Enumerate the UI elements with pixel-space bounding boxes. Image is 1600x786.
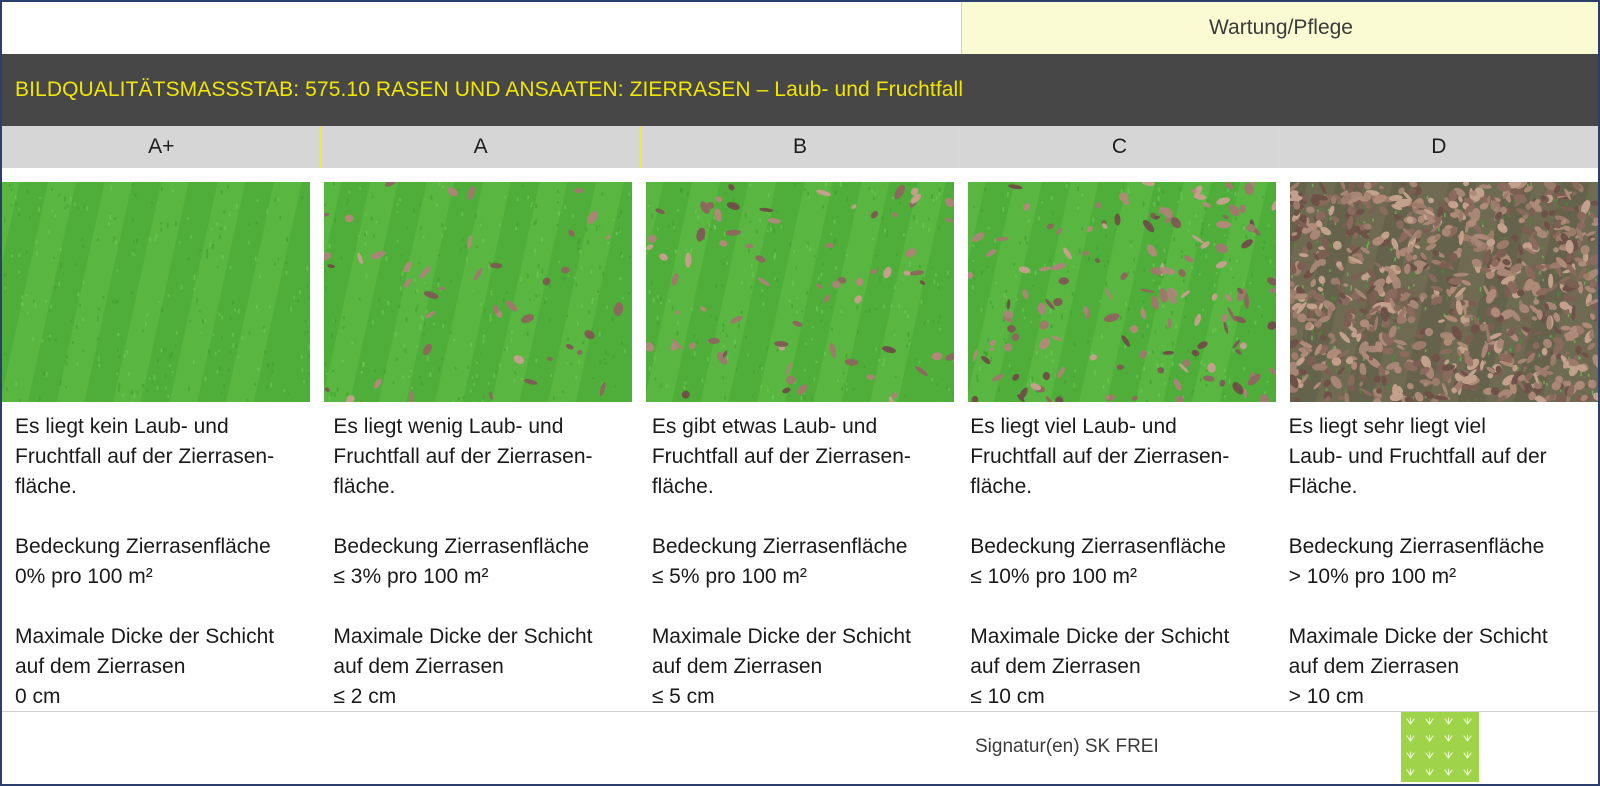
grade-description-d (1280, 402, 1598, 711)
text-line: Bedeckung Zierrasenfläche (970, 535, 1226, 558)
lawn-photo-a-plus (2, 182, 310, 402)
coverage-spec (652, 532, 951, 592)
leaf-mark (1457, 248, 1463, 253)
leaf-mark (1561, 326, 1571, 331)
grade-label-c: C (959, 126, 1278, 168)
text-line: 0% pro 100 m² (15, 565, 153, 588)
grade-header-row (2, 126, 1598, 168)
text-line: Maximale Dicke der Schicht (333, 625, 593, 648)
lawn-photo-image (324, 182, 632, 402)
lawn-photo-a (324, 182, 632, 402)
lawn-photo-c (968, 182, 1276, 402)
lawn-photo-b (646, 182, 954, 402)
text-line: ≤ 5 cm (651, 685, 715, 708)
grade-label-a-plus: A+ (148, 135, 175, 158)
text-line: auf dem Zierrasen (970, 655, 1141, 678)
text-line: Bedeckung Zierrasenfläche (651, 535, 908, 558)
text-line: auf dem Zierrasen (15, 655, 186, 678)
page-title: BILDQUALITÄTSMASSSTAB: 575.10 RASEN UND ANSAATEN: ZIERRASEN – Laub- und Fruchtfall (2, 54, 1598, 126)
grade-description-a (324, 402, 642, 711)
fall-description (333, 412, 632, 502)
text-line: Bedeckung Zierrasenfläche (15, 535, 271, 558)
leaf-mark (1168, 318, 1172, 329)
text-line: fläche. (15, 475, 77, 498)
text-line: Es liegt wenig Laub- und (333, 415, 564, 438)
text-line: Maximale Dicke der Schicht (1288, 625, 1548, 648)
text-line: Es liegt kein Laub- und (15, 415, 229, 438)
thickness-spec (333, 622, 632, 712)
signature-label: Signatur(en) SK FREI (975, 736, 1159, 757)
coverage-spec (970, 532, 1269, 592)
text-line: Bedeckung Zierrasenfläche (1288, 535, 1545, 558)
grade-description-c (961, 402, 1279, 711)
thickness-spec (15, 622, 314, 712)
text-line: Bedeckung Zierrasenfläche (333, 535, 590, 558)
text-line: ≤ 5% pro 100 m² (651, 565, 807, 588)
thickness-spec (970, 622, 1269, 712)
text-line: > 10 cm (1288, 685, 1364, 708)
fall-description (652, 412, 951, 502)
text-line: 0 cm (15, 685, 61, 708)
text-line: auf dem Zierrasen (1288, 655, 1460, 678)
sk-frei-signature-swatch (1401, 712, 1479, 782)
text-line: Fruchtfall auf der Zierrasen- (333, 445, 593, 468)
thickness-spec (652, 622, 951, 712)
footer (2, 712, 1598, 786)
text-line: ≤ 10% pro 100 m² (970, 565, 1137, 588)
text-line: Fruchtfall auf der Zierrasen- (970, 445, 1230, 468)
text-line: fläche. (333, 475, 396, 498)
text-line: Maximale Dicke der Schicht (651, 625, 911, 648)
text-line: Maximale Dicke der Schicht (15, 625, 275, 648)
grade-description-row (2, 402, 1598, 712)
category-tab: Wartung/Pflege (961, 2, 1600, 54)
text-line: ≤ 3% pro 100 m² (333, 565, 489, 588)
text-line: Es gibt etwas Laub- und (651, 415, 878, 438)
lawn-photo-image (968, 182, 1276, 402)
coverage-spec (1289, 532, 1588, 592)
text-line: Es liegt viel Laub- und (970, 415, 1177, 438)
fall-description (1289, 412, 1588, 502)
leaf-mark (1004, 343, 1012, 351)
top-bar (2, 2, 1598, 54)
fall-description (15, 412, 314, 502)
text-line: fläche. (651, 475, 714, 498)
text-line: Fruchtfall auf der Zierrasen- (15, 445, 275, 468)
text-line: Fruchtfall auf der Zierrasen- (651, 445, 911, 468)
coverage-spec (333, 532, 632, 592)
text-line: ≤ 10 cm (970, 685, 1045, 708)
text-line: ≤ 2 cm (333, 685, 397, 708)
text-line: Maximale Dicke der Schicht (970, 625, 1230, 648)
grade-label-d: D (1279, 126, 1598, 168)
leaf-mark (1312, 363, 1327, 370)
lawn-photo-image (2, 182, 310, 402)
leaf-mark (1569, 228, 1577, 236)
grade-label-b: B (640, 126, 959, 168)
grade-label-a: A (320, 126, 639, 168)
fall-description (970, 412, 1269, 502)
grade-description-a-plus (2, 402, 324, 711)
lawn-photo-image (1290, 182, 1598, 402)
grass-symbol-pattern-icon (1401, 712, 1479, 782)
grade-description-b (643, 402, 961, 711)
text-line: Fläche. (1288, 475, 1358, 498)
lawn-photo-d (1290, 182, 1598, 402)
leaf-mark (1221, 314, 1228, 322)
text-line: auf dem Zierrasen (651, 655, 823, 678)
reference-photo-row (2, 182, 1598, 402)
text-line: Laub- und Fruchtfall auf der (1288, 445, 1547, 468)
text-line: Es liegt sehr liegt viel (1288, 415, 1486, 438)
text-line: fläche. (970, 475, 1033, 498)
coverage-spec (15, 532, 314, 592)
thickness-spec (1289, 622, 1588, 712)
lawn-photo-image (646, 182, 954, 402)
text-line: > 10% pro 100 m² (1288, 565, 1457, 588)
text-line: auf dem Zierrasen (333, 655, 504, 678)
